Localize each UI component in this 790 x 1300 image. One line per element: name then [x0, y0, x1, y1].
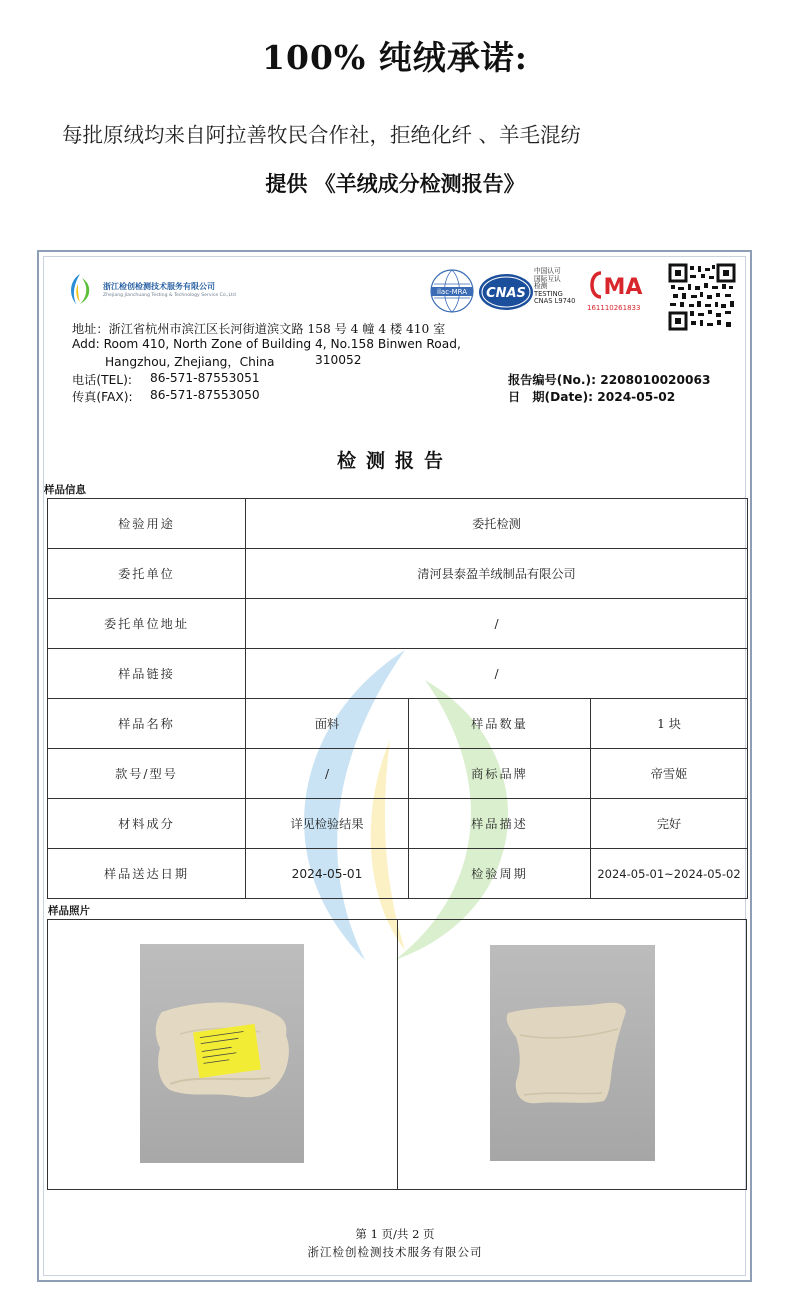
test-period-label: 检验周期	[409, 849, 591, 899]
description-value: 完好	[591, 799, 748, 849]
cma-logo-text: MA	[603, 275, 643, 300]
brand-label: 商标品牌	[409, 749, 591, 799]
material-value: 详见检验结果	[246, 799, 409, 849]
sample-photo-2	[490, 945, 655, 1161]
sample-name-value: 面料	[246, 699, 409, 749]
page-title: 100% 纯绒承诺:	[262, 38, 528, 77]
purpose-label: 检验用途	[48, 499, 246, 549]
footer-company: 浙江检创检测技术服务有限公司	[307, 1245, 483, 1259]
client-value: 清河县泰盈羊绒制品有限公司	[246, 549, 748, 599]
qr-code-icon[interactable]	[668, 263, 736, 331]
company-logo-icon	[66, 272, 96, 306]
provide-text: 提供 《羊绒成分检测报告》	[265, 171, 525, 196]
cnas-logo-text: CNAS	[486, 286, 526, 301]
sample-qty-label: 样品数量	[409, 699, 591, 749]
fax-label: 传真(FAX):	[72, 390, 133, 404]
table-row	[48, 699, 748, 749]
sample-name-label: 样品名称	[48, 699, 246, 749]
table-row	[48, 549, 748, 599]
tel-value: 86-571-87553051	[150, 371, 260, 385]
ilac-label: ilac-MRA	[437, 288, 467, 296]
company-name-cn: 浙江检创检测技术服务有限公司	[103, 282, 215, 291]
cma-logo-icon	[587, 267, 651, 303]
page-number: 第 1 页/共 2 页	[355, 1227, 435, 1241]
report-title: 检测报告	[336, 450, 453, 472]
table-row	[48, 599, 748, 649]
cnas-line: TESTING	[534, 289, 563, 298]
ilac-mra-logo-icon	[428, 268, 476, 314]
promise-text: 每批原绒均来自阿拉善牧民合作社，拒绝化纤 、羊毛混纺	[62, 123, 582, 147]
address-en-line1: Add: Room 410, North Zone of Building 4, No.158 Binwen Road,	[72, 337, 461, 351]
fax-value: 86-571-87553050	[150, 388, 260, 402]
cnas-line: 中国认可	[534, 267, 561, 275]
photo-divider	[397, 919, 398, 1190]
sample-link-label: 样品链接	[48, 649, 246, 699]
address-cn: 地址：浙江省杭州市滨江区长河街道滨文路 158 号 4 幢 4 楼 410 室	[72, 322, 446, 336]
cnas-line: CNAS L9740	[534, 297, 576, 306]
section-sample-photos: 样品照片	[48, 905, 90, 917]
delivery-date-value: 2024-05-01	[246, 849, 409, 899]
report-date: 日 期(Date): 2024-05-02	[508, 390, 676, 404]
client-label: 委托单位	[48, 549, 246, 599]
sample-photo-1	[140, 944, 304, 1163]
table-row	[48, 849, 748, 899]
address-en-line2: Hangzhou, Zhejiang，China	[105, 355, 275, 369]
test-period-value: 2024-05-01~2024-05-02	[591, 849, 748, 899]
sample-info-table	[47, 498, 748, 899]
table-row	[48, 499, 748, 549]
table-row	[48, 649, 748, 699]
client-address-value: /	[246, 599, 748, 649]
model-value: /	[246, 749, 409, 799]
cnas-logo-icon	[478, 272, 534, 312]
cnas-accreditation-text	[534, 268, 575, 306]
section-sample-info: 样品信息	[44, 484, 86, 496]
table-row	[48, 799, 748, 849]
cnas-line: 国际互认	[534, 274, 561, 283]
sample-qty-value: 1 块	[591, 699, 748, 749]
postcode: 310052	[315, 353, 362, 367]
delivery-date-label: 样品送达日期	[48, 849, 246, 899]
sample-link-value: /	[246, 649, 748, 699]
description-label: 样品描述	[409, 799, 591, 849]
client-address-label: 委托单位地址	[48, 599, 246, 649]
material-label: 材料成分	[48, 799, 246, 849]
table-row	[48, 749, 748, 799]
cma-number: 161110261833	[587, 304, 641, 312]
model-label: 款号/型号	[48, 749, 246, 799]
brand-value: 帝雪姬	[591, 749, 748, 799]
tel-label: 电话(TEL):	[72, 373, 132, 387]
purpose-value: 委托检测	[246, 499, 748, 549]
cnas-line: 检测	[534, 282, 548, 291]
report-number: 报告编号(No.): 2208010020063	[508, 373, 711, 387]
company-name-en: Zhejiang Jianchuang Testing & Technology Service Co.,Ltd	[103, 293, 236, 298]
